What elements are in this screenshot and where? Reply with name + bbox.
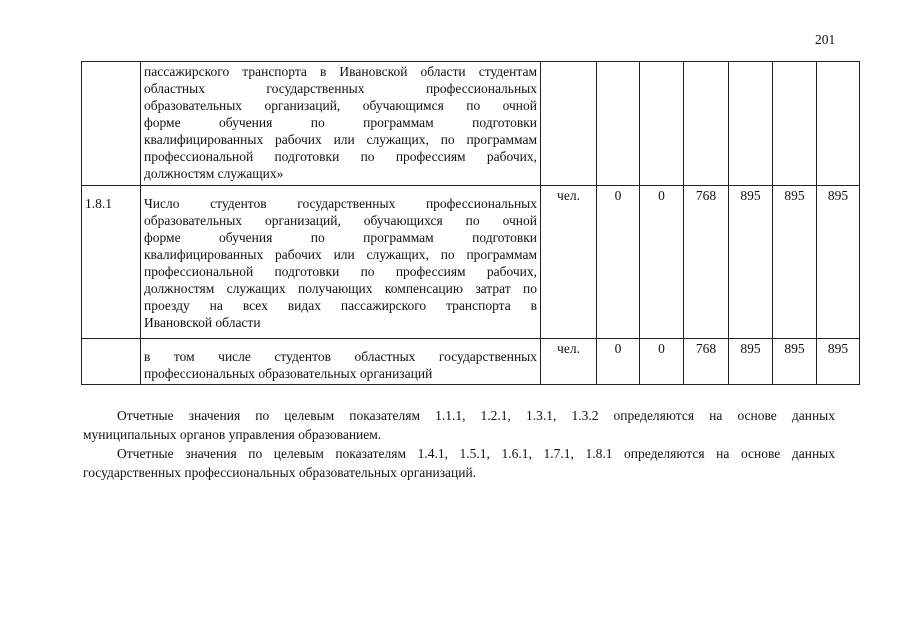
description-line: образовательных организаций, обучающихся по очной xyxy=(144,213,537,228)
table-row xyxy=(82,62,860,186)
paragraph-line: Отчетные значения по целевым показателям 1.4.1, 1.5.1, 1.6.1, 1.7.1, 1.8.1 определяются на основе данных xyxy=(117,446,835,461)
table-row xyxy=(82,339,860,385)
description-line: форме обучения по программам подготовки xyxy=(144,115,537,130)
value-cell: 895 xyxy=(817,339,860,385)
value-cell xyxy=(817,62,860,186)
page-number: 201 xyxy=(815,32,836,47)
value-cell xyxy=(773,62,817,186)
description-line: профессиональной подготовки по профессиям рабочих, xyxy=(144,149,537,164)
value-cell: 0 xyxy=(640,186,684,339)
row-number xyxy=(82,62,141,186)
description-line: в том числе студентов областных государственных xyxy=(144,349,537,364)
value-cell: 768 xyxy=(684,186,729,339)
value-cell: 895 xyxy=(729,186,773,339)
description-line: квалифицированных рабочих или служащих, по программам xyxy=(144,132,537,147)
paragraph-line: Отчетные значения по целевым показателям 1.1.1, 1.2.1, 1.3.1, 1.3.2 определяются на основе данных xyxy=(117,408,835,423)
value-cell: 895 xyxy=(773,186,817,339)
value-cell: 895 xyxy=(773,339,817,385)
description-line: областных государственных профессиональных xyxy=(144,81,537,96)
description-line: Ивановской области xyxy=(144,315,261,330)
description-line: профессиональной подготовки по профессиям рабочих, xyxy=(144,264,537,279)
paragraph-line: муниципальных органов управления образованием. xyxy=(83,427,382,442)
paragraph xyxy=(83,406,835,444)
description-line: профессиональных образовательных организаций xyxy=(144,366,433,381)
value-cell: 0 xyxy=(597,339,640,385)
row-number: 1.8.1 xyxy=(82,186,141,339)
value-cell: 768 xyxy=(684,339,729,385)
description-line: должностям служащих» xyxy=(144,166,284,181)
row-description xyxy=(141,186,541,339)
value-cell: 895 xyxy=(729,339,773,385)
description-line: должностям служащих получающих компенсацию затрат по xyxy=(144,281,537,296)
unit-cell xyxy=(541,62,597,186)
value-cell xyxy=(640,62,684,186)
description-line: Число студентов государственных профессиональных xyxy=(144,196,537,211)
value-cell: 0 xyxy=(597,186,640,339)
indicators-table xyxy=(81,61,860,385)
unit-cell: чел. xyxy=(541,186,597,339)
value-cell xyxy=(684,62,729,186)
value-cell: 895 xyxy=(817,186,860,339)
description-line: образовательных организаций, обучающимся по очной xyxy=(144,98,537,113)
value-cell xyxy=(597,62,640,186)
value-cell: 0 xyxy=(640,339,684,385)
row-description xyxy=(141,62,541,186)
paragraph xyxy=(83,444,835,482)
footnote-paragraphs xyxy=(83,406,835,482)
value-cell xyxy=(729,62,773,186)
unit-cell: чел. xyxy=(541,339,597,385)
row-number xyxy=(82,339,141,385)
description-line: квалифицированных рабочих или служащих, по программам xyxy=(144,247,537,262)
description-line: форме обучения по программам подготовки xyxy=(144,230,537,245)
description-line: проезду на всех видах пассажирского транспорта в xyxy=(144,298,537,313)
paragraph-line: государственных профессиональных образовательных организаций. xyxy=(83,465,477,480)
row-description xyxy=(141,339,541,385)
table-row xyxy=(82,186,860,339)
description-line: пассажирского транспорта в Ивановской области студентам xyxy=(144,64,537,79)
